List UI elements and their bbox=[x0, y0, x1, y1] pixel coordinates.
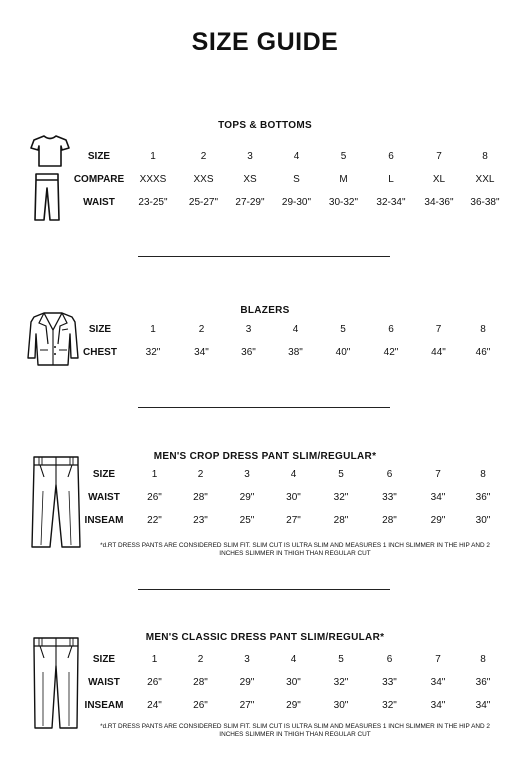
table-row bbox=[76, 671, 504, 694]
table-row bbox=[72, 168, 507, 191]
cell: 32" bbox=[333, 677, 349, 688]
cell: 2 bbox=[198, 324, 205, 335]
cell: 27-29" bbox=[235, 197, 265, 208]
cell: 46" bbox=[475, 347, 491, 358]
table-row bbox=[76, 509, 504, 532]
cell: 4 bbox=[290, 469, 297, 480]
cell: 5 bbox=[340, 324, 346, 335]
table-row bbox=[72, 318, 504, 341]
table-row bbox=[76, 486, 504, 509]
row-label: CHEST bbox=[83, 347, 117, 358]
cell: 28" bbox=[333, 515, 349, 526]
cell: 26" bbox=[147, 492, 162, 503]
cell: 26" bbox=[193, 700, 208, 711]
cell: 6 bbox=[386, 469, 393, 480]
cell: 7 bbox=[435, 469, 441, 480]
cell: 5 bbox=[340, 151, 347, 162]
cell: 26" bbox=[147, 677, 162, 688]
cell: 29" bbox=[239, 492, 255, 503]
cell: 3 bbox=[244, 654, 250, 665]
cell: 25-27" bbox=[188, 197, 219, 208]
table-row bbox=[72, 191, 507, 214]
cell: 29" bbox=[430, 515, 446, 526]
cell: 6 bbox=[386, 654, 393, 665]
section-title-blazers: BLAZERS bbox=[240, 305, 290, 316]
cell: XXS bbox=[193, 174, 214, 185]
row-label: SIZE bbox=[92, 469, 116, 480]
cell: 1 bbox=[150, 324, 156, 335]
cell: 5 bbox=[338, 654, 344, 665]
cell: 30" bbox=[475, 515, 491, 526]
dress-pant-icon bbox=[30, 636, 82, 730]
section-title-classic-pant: MEN'S CLASSIC DRESS PANT SLIM/REGULAR* bbox=[145, 632, 385, 643]
divider bbox=[138, 589, 390, 590]
cell: 42" bbox=[383, 347, 399, 358]
cell: 30" bbox=[286, 492, 301, 503]
cell: 30" bbox=[333, 700, 349, 711]
cell: 29" bbox=[286, 700, 301, 711]
row-label: INSEAM bbox=[84, 700, 124, 711]
cell: 28" bbox=[193, 677, 208, 688]
cell: L bbox=[388, 174, 394, 185]
cell: 4 bbox=[293, 151, 300, 162]
row-label: SIZE bbox=[87, 151, 111, 162]
cell: XL bbox=[432, 174, 446, 185]
row-label: COMPARE bbox=[73, 174, 125, 185]
cell: 29-30" bbox=[281, 197, 312, 208]
section-title-crop-pant: MEN'S CROP DRESS PANT SLIM/REGULAR* bbox=[153, 451, 377, 462]
cell: 34" bbox=[430, 677, 446, 688]
cell: 27" bbox=[286, 515, 301, 526]
cell: 4 bbox=[292, 324, 299, 335]
cell: 7 bbox=[436, 151, 442, 162]
cell: 34" bbox=[475, 700, 491, 711]
cell: 24" bbox=[147, 700, 162, 711]
cell: 1 bbox=[151, 654, 158, 665]
cell: 40" bbox=[335, 347, 351, 358]
cell: 33" bbox=[382, 677, 397, 688]
cell: 1 bbox=[151, 469, 158, 480]
cell: 34" bbox=[430, 700, 446, 711]
cell: 25" bbox=[239, 515, 255, 526]
row-label: WAIST bbox=[88, 492, 120, 503]
row-label: WAIST bbox=[88, 677, 120, 688]
footnote: *d.RT DRESS PANTS ARE CONSIDERED SLIM FIT. SLIM CUT IS ULTRA SLIM AND MEASURES 1 INCH SLIMMER IN THE HIP AND 2 INCHES SLIMMER IN THIGH THAN REGULAR CUT bbox=[100, 723, 490, 738]
cell: 36" bbox=[475, 492, 491, 503]
cell: 7 bbox=[435, 654, 441, 665]
table-row bbox=[72, 341, 504, 364]
tshirt-icon bbox=[30, 134, 70, 168]
cell: 30" bbox=[286, 677, 301, 688]
cell: 3 bbox=[245, 324, 252, 335]
cell: 38" bbox=[288, 347, 303, 358]
blazers-table bbox=[72, 318, 504, 364]
footnote: *d.RT DRESS PANTS ARE CONSIDERED SLIM FIT. SLIM CUT IS ULTRA SLIM AND MEASURES 1 INCH SLIMMER IN THE HIP AND 2 INCHES SLIMMER IN THIGH THAN REGULAR CUT bbox=[100, 542, 490, 557]
cell: 33" bbox=[382, 492, 397, 503]
cell: 5 bbox=[338, 469, 344, 480]
divider bbox=[138, 256, 390, 257]
cell: 36" bbox=[475, 677, 491, 688]
cell: 32-34" bbox=[376, 197, 406, 208]
cell: 36-38" bbox=[470, 197, 500, 208]
cell: 3 bbox=[247, 151, 253, 162]
cell: 8 bbox=[480, 469, 486, 480]
cell: 27" bbox=[239, 700, 255, 711]
dress-pant-icon bbox=[30, 455, 82, 549]
cell: 28" bbox=[382, 515, 397, 526]
cell: 2 bbox=[197, 469, 204, 480]
cell: 34" bbox=[430, 492, 446, 503]
cell: 3 bbox=[244, 469, 250, 480]
cell: 36" bbox=[241, 347, 256, 358]
table-row bbox=[72, 145, 507, 168]
cell: 8 bbox=[482, 151, 488, 162]
cell: 32" bbox=[333, 492, 349, 503]
cell: 44" bbox=[431, 347, 446, 358]
cell: 32" bbox=[145, 347, 161, 358]
cell: 6 bbox=[388, 151, 394, 162]
cell: XS bbox=[243, 174, 257, 185]
page-title: SIZE GUIDE bbox=[191, 28, 339, 56]
cell: 29" bbox=[239, 677, 255, 688]
cell: XXXS bbox=[139, 174, 167, 185]
cell: 32" bbox=[382, 700, 397, 711]
cell: 6 bbox=[388, 324, 394, 335]
table-row bbox=[76, 463, 504, 486]
divider bbox=[138, 407, 390, 408]
classic-pant-table bbox=[76, 648, 504, 717]
cell: M bbox=[339, 174, 348, 185]
row-label: SIZE bbox=[92, 654, 116, 665]
cell: 1 bbox=[150, 151, 156, 162]
section-title-tops-bottoms: TOPS & BOTTOMS bbox=[218, 120, 312, 131]
row-label: SIZE bbox=[88, 324, 112, 335]
cell: XXL bbox=[475, 174, 495, 185]
cell: 2 bbox=[200, 151, 207, 162]
cell: 7 bbox=[435, 324, 442, 335]
tops-bottoms-table bbox=[72, 145, 507, 214]
crop-pant-table bbox=[76, 463, 504, 532]
cell: 34" bbox=[194, 347, 209, 358]
cell: 34-36" bbox=[424, 197, 454, 208]
row-label: WAIST bbox=[83, 197, 115, 208]
cell: 23-25" bbox=[138, 197, 168, 208]
table-row bbox=[76, 648, 504, 671]
cell: S bbox=[293, 174, 300, 185]
cell: 4 bbox=[290, 654, 297, 665]
cell: 8 bbox=[480, 324, 486, 335]
cell: 23" bbox=[193, 515, 208, 526]
cell: 30-32" bbox=[328, 197, 359, 208]
table-row bbox=[76, 694, 504, 717]
pants-icon bbox=[33, 172, 61, 222]
cell: 8 bbox=[480, 654, 486, 665]
row-label: INSEAM bbox=[84, 515, 124, 526]
cell: 22" bbox=[147, 515, 162, 526]
cell: 28" bbox=[193, 492, 208, 503]
cell: 2 bbox=[197, 654, 204, 665]
